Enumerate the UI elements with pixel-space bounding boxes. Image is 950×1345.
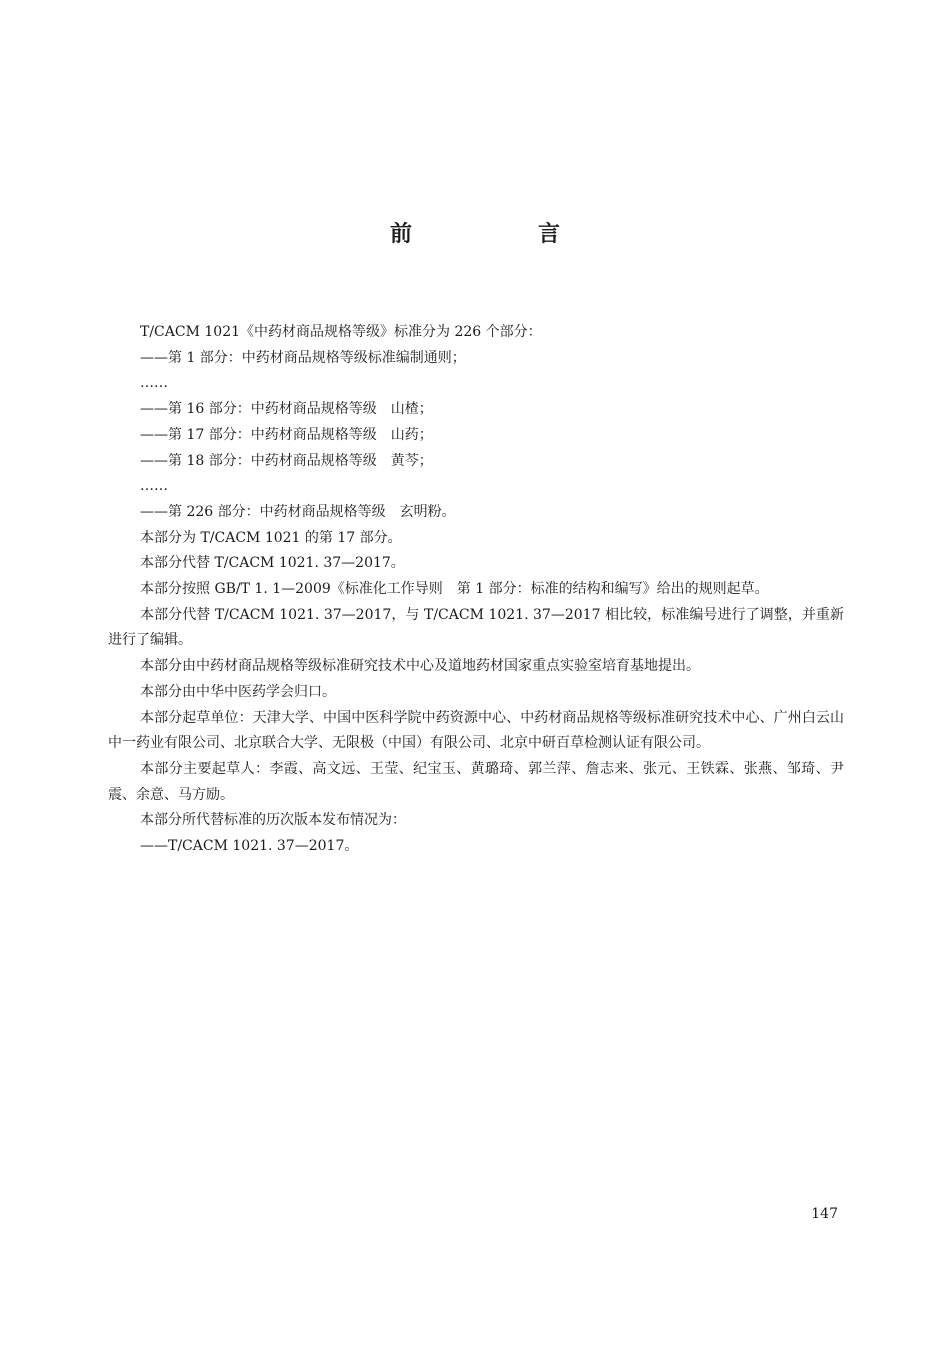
list-item-part-226: ——第 226 部分：中药材商品规格等级 玄明粉。 (140, 503, 456, 520)
paragraph-part-number: 本部分为 T/CACM 1021 的第 17 部分。 (140, 529, 402, 546)
list-item-part-18: ——第 18 部分：中药材商品规格等级 黄芩； (140, 452, 433, 469)
foreword-body (108, 320, 844, 860)
paragraph-centralized-by: 本部分由中华中医药学会归口。 (140, 683, 336, 700)
paragraph-proposed-by: 本部分由中药材商品规格等级标准研究技术中心及道地药材国家重点实验室培育基地提出。 (140, 658, 700, 675)
page-number: 147 (811, 1206, 838, 1222)
ellipsis-line: …… (140, 478, 168, 495)
paragraph-previous-editions: 本部分所代替标准的历次版本发布情况为： (140, 812, 406, 829)
list-item-part-16: ——第 16 部分：中药材商品规格等级 山楂； (140, 401, 433, 418)
paragraph-replaces: 本部分代替 T/CACM 1021. 37—2017。 (140, 555, 405, 572)
list-item-part-1: ——第 1 部分：中药材商品规格等级标准编制通则； (140, 349, 466, 366)
paragraph-changes: 本部分代替 T/CACM 1021. 37—2017，与 T/CACM 1021. 37—2017 相比较，标准编号进行了调整，并重新进行了编辑。 (108, 606, 844, 649)
list-item-part-17: ——第 17 部分：中药材商品规格等级 山药； (140, 426, 433, 443)
paragraph-series-intro: T/CACM 1021《中药材商品规格等级》标准分为 226 个部分： (140, 324, 542, 340)
page-title: 前 言 (389, 222, 612, 247)
paragraph-drafting-units: 本部分起草单位：天津大学、中国中医科学院中药资源中心、中药材商品规格等级标准研究技术中心、广州白云山中一药业有限公司、北京联合大学、无限极（中国）有限公司、北京中研百草检测认证有限公司。 (108, 709, 844, 752)
list-item-previous-edition: ——T/CACM 1021. 37—2017。 (140, 838, 359, 855)
paragraph-drafting-rules: 本部分按照 GB/T 1. 1—2009《标准化工作导则 第 1 部分：标准的结构和编写》给出的规则起草。 (140, 581, 769, 598)
ellipsis-line: …… (140, 375, 168, 392)
paragraph-drafters: 本部分主要起草人：李霞、高文远、王莹、纪宝玉、黄璐琦、郭兰萍、詹志来、张元、王铁霖、张燕、邹琦、尹震、余意、马方励。 (108, 760, 844, 803)
